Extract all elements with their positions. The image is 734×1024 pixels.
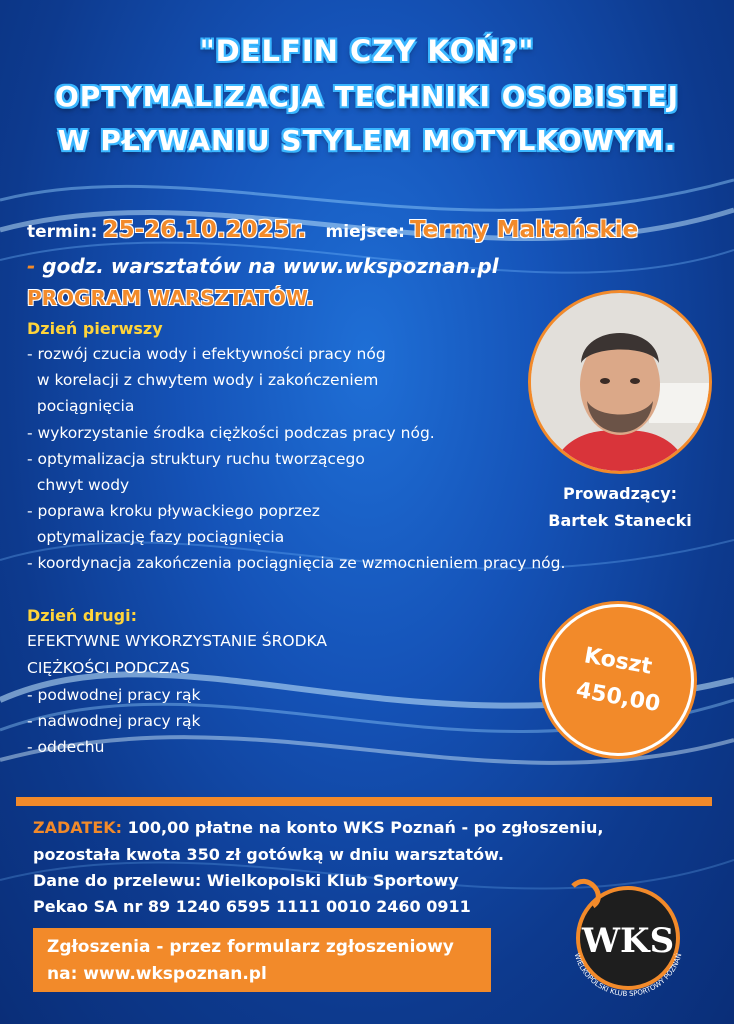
day1-item: w korelacji z chwytem wody i zakończeniem	[27, 371, 379, 389]
instructor-name: Bartek Stanecki	[548, 511, 692, 530]
deposit-text: 100,00 płatne na konto WKS Poznań - po zgłoszeniu,	[122, 818, 604, 837]
poster-title-line2: OPTYMALIZACJA TECHNIKI OSOBISTEJ	[54, 80, 680, 113]
instructor-photo	[528, 290, 712, 474]
day2-item: EFEKTYWNE WYKORZYSTANIE ŚRODKA	[27, 632, 328, 650]
swimmer-icon	[573, 881, 598, 906]
date-place-row	[27, 217, 638, 243]
instructor-label: Prowadzący:	[562, 484, 678, 503]
hours-text: godz. warsztatów na www.wkspoznan.pl	[35, 254, 499, 278]
place-value: Termy Maltańskie	[410, 217, 639, 243]
day2-item: - oddechu	[27, 738, 105, 756]
deposit-line	[33, 818, 603, 837]
day1-item: chwyt wody	[27, 476, 130, 494]
payment-remaining: pozostała kwota 350 zł gotówką w dniu warsztatów.	[33, 845, 504, 864]
poster-title-line3: W PŁYWANIU STYLEM MOTYLKOWYM.	[57, 124, 677, 157]
day1-item: - koordynacja zakończenia pociągnięcia ze wzmocnieniem pracy nóg.	[27, 554, 566, 572]
cost-badge	[542, 604, 694, 756]
day2-item: - podwodnej pracy rąk	[27, 686, 201, 704]
divider-bar	[16, 797, 712, 806]
signup-line2[interactable]: na: www.wkspoznan.pl	[47, 964, 267, 984]
cost-value: 450,00	[574, 677, 662, 718]
day1-item: - poprawa kroku pływackiego poprzez	[27, 502, 320, 520]
instructor-portrait-icon	[531, 293, 709, 471]
bank-account: Pekao SA nr 89 1240 6595 1111 0010 2460 0911	[33, 897, 471, 916]
poster-title-line1: "DELFIN CZY KOŃ?"	[199, 34, 535, 68]
hours-dash: -	[27, 254, 36, 278]
date-value: 25-26.10.2025r.	[102, 217, 307, 243]
day2-item: - nadwodnej pracy rąk	[27, 712, 201, 730]
logo-ring-text: WIELKOPOLSKI KLUB SPORTOWY POZNAŃ	[572, 952, 684, 999]
day1-item: - wykorzystanie środka ciężkości podczas pracy nóg.	[27, 424, 435, 442]
wks-logo	[553, 866, 703, 1016]
day1-item: - rozwój czucia wody i efektywności pracy nóg	[27, 345, 386, 363]
day1-item: optymalizację fazy pociągnięcia	[27, 528, 285, 546]
day2-item: CIĘŻKOŚCI PODCZAS	[27, 659, 190, 677]
day2-heading: Dzień drugi:	[27, 606, 137, 625]
day1-heading: Dzień pierwszy	[27, 319, 163, 338]
signup-line1: Zgłoszenia - przez formularz zgłoszeniowy	[47, 937, 454, 957]
signup-box	[33, 928, 491, 992]
deposit-label: ZADATEK:	[33, 818, 123, 837]
cost-label: Koszt	[582, 643, 654, 680]
date-label: termin:	[27, 222, 98, 242]
hours-note	[27, 254, 499, 278]
logo-letters: WKS	[581, 921, 675, 961]
day1-item: pociągnięcia	[27, 397, 135, 415]
place-label: miejsce:	[325, 222, 405, 242]
transfer-details: Dane do przelewu: Wielkopolski Klub Sportowy	[33, 871, 459, 890]
program-heading: PROGRAM WARSZTATÓW.	[27, 286, 314, 310]
day1-item: - optymalizacja struktury ruchu tworzącego	[27, 450, 365, 468]
